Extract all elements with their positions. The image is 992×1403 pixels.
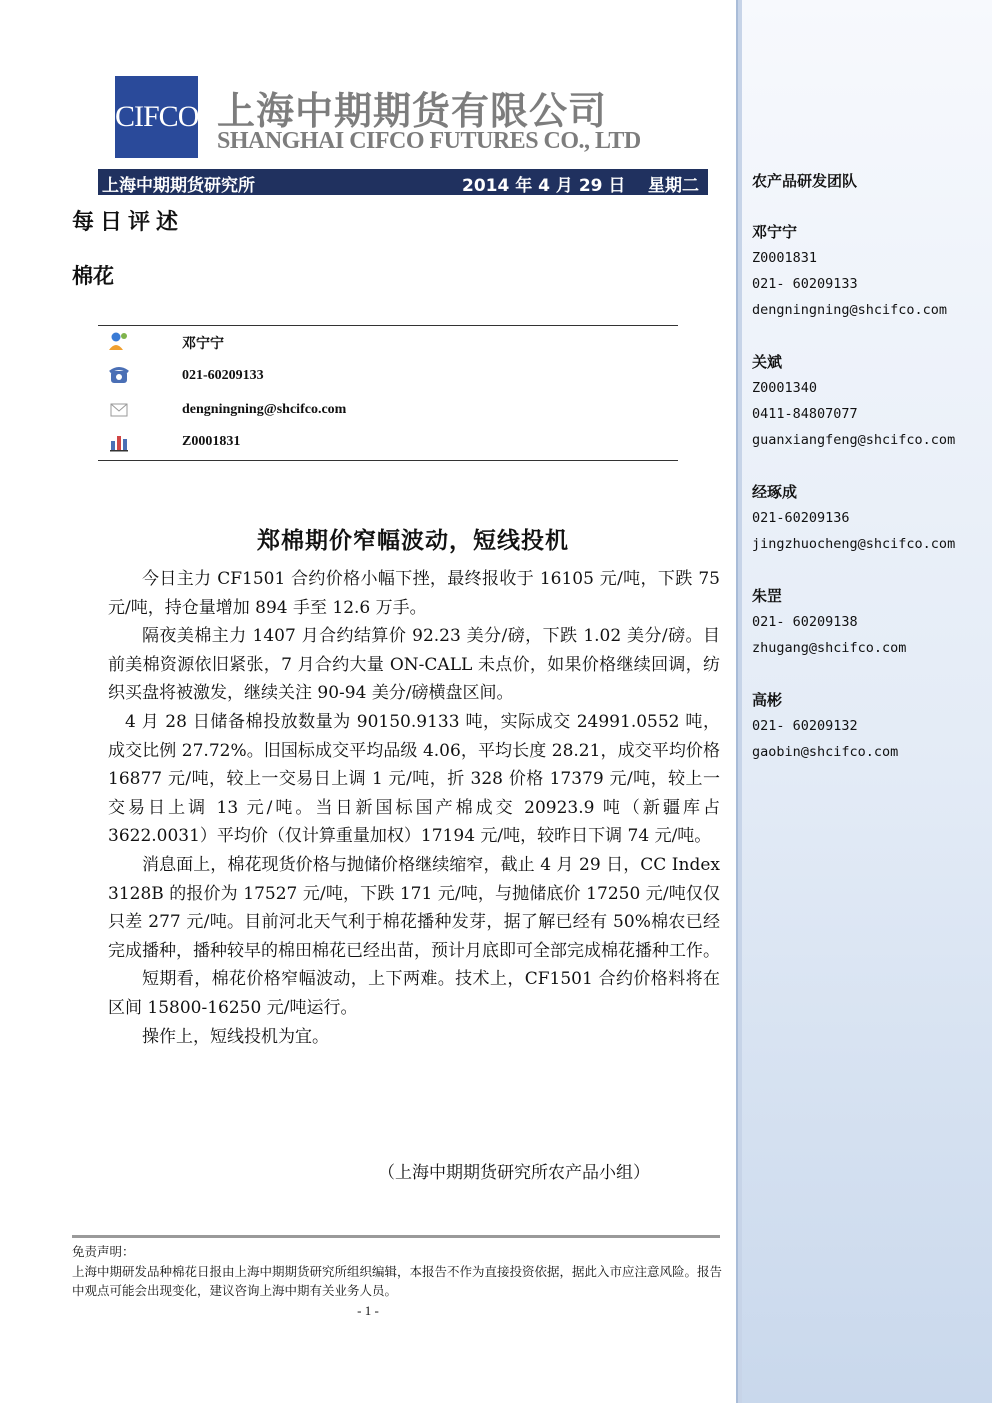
contact-name: 邓宁宁 — [182, 337, 224, 352]
section-title: 每日评述 — [72, 210, 185, 235]
report-weekday: 星期二 — [648, 176, 699, 196]
disclaimer-title: 免责声明： — [72, 1244, 135, 1259]
contact-row-phone — [98, 364, 678, 388]
analyst-detail: 0411-84807077 — [752, 406, 858, 422]
contact-phone: 021-60209133 — [182, 368, 264, 383]
paragraph: 今日主力 CF1501 合约价格小幅下挫，最终报收于 16105 元/吨，下跌 75 元/吨，持仓量增加 894 手至 12.6 万手。 — [108, 569, 720, 618]
analyst-card — [752, 219, 947, 323]
contact-row-email — [98, 398, 678, 422]
analyst-detail: 021- 60209133 — [752, 276, 858, 292]
article-body — [108, 565, 720, 1051]
analyst-email: jingzhuocheng@shcifco.com — [752, 536, 956, 552]
company-name-en: SHANGHAI CIFCO FUTURES CO., LTD — [217, 128, 641, 154]
product-title: 棉花 — [72, 264, 114, 288]
analyst-name: 经琢成 — [752, 483, 798, 501]
analyst-email: gaobin@shcifco.com — [752, 744, 899, 760]
paragraph: 操作上，短线投机为宜。 — [142, 1026, 329, 1047]
envelope-icon — [108, 400, 130, 420]
paragraph: 短期看，棉花价格窄幅波动，上下两难。技术上，CF1501 合约价格料将在区间 15800-16250 元/吨运行。 — [108, 969, 720, 1018]
analyst-detail: 021-60209136 — [752, 510, 850, 526]
analyst-card — [752, 479, 955, 557]
analyst-detail: Z0001340 — [752, 380, 818, 396]
page-number: - 1 - — [357, 1303, 379, 1318]
phone-icon — [108, 366, 130, 386]
paragraph: 隔夜美棉主力 1407 月合约结算价 92.23 美分/磅，下跌 1.02 美分/磅。目前美棉资源依旧紧张，7 月合约大量 ON-CALL 未点价，如果价格继续回调，纺织买盘将被激发，继续关注 90-94 美分/磅横盘区间。 — [108, 626, 720, 704]
report-banner — [98, 169, 708, 195]
analyst-contact-card — [98, 325, 678, 461]
analyst-email: zhugang@shcifco.com — [752, 640, 907, 656]
logo-text: CIFCO — [115, 100, 199, 133]
disclaimer-text: 上海中期研发品种棉花日报由上海中期期货研究所组织编辑，本报告不作为直接投资依据，据此入市应注意风险。报告中观点可能会出现变化，建议咨询上海中期有关业务人员。 — [72, 1263, 723, 1298]
article-signature: （上海中期期货研究所农产品小组） — [378, 1163, 650, 1183]
disclaimer — [72, 1242, 722, 1301]
analyst-name: 邓宁宁 — [752, 223, 798, 241]
institute-name: 上海中期期货研究所 — [102, 176, 255, 196]
sidebar-stripe — [738, 0, 742, 1403]
paragraph: 4 月 28 日储备棉投放数量为 90150.9133 吨，实际成交 24991.0552 吨，成交比例 27.72%。旧国标成交平均品级 4.06，平均长度 28.21，成交平均价格 16877 元/吨，较上一交易日上调 1 元/吨，折 328 价格 17379 元/吨，较上一交易日上调 13 元/吨。当日新国标国产棉成交 20923.9 吨（新疆库占 3622.0031）平均价（仅计算重量加权）17194 元/吨，较昨日下调 74 元/吨。 — [108, 711, 720, 847]
contact-row-name — [98, 329, 678, 353]
analyst-card — [752, 687, 898, 765]
team-title: 农产品研发团队 — [752, 172, 858, 190]
analyst-card — [752, 583, 906, 661]
research-team-sidebar — [736, 0, 992, 1403]
analyst-name: 关斌 — [752, 353, 783, 371]
footer-divider — [72, 1235, 720, 1238]
paragraph: 消息面上，棉花现货价格与抛储价格继续缩窄，截止 4 月 29 日，CC Index 3128B 的报价为 17527 元/吨，下跌 171 元/吨，与抛储底价 17250 元/吨仅仅只差 277 元/吨。目前河北天气利于棉花播种发芽，据了解已经有 50%棉农已经完成播种，播种较早的棉田棉花已经出苗，预计月底即可全部完成棉花播种工作。 — [108, 854, 720, 961]
bar-chart-icon — [108, 432, 130, 452]
analyst-detail: 021- 60209138 — [752, 614, 858, 630]
analyst-name: 朱罡 — [752, 587, 783, 605]
report-date: 2014 年 4 月 29 日 — [462, 176, 626, 196]
analyst-email: guanxiangfeng@shcifco.com — [752, 432, 956, 448]
article-headline: 郑棉期价窄幅波动，短线投机 — [257, 528, 569, 554]
contact-license: Z0001831 — [182, 434, 241, 449]
contact-row-license — [98, 430, 678, 454]
analyst-detail: 021- 60209132 — [752, 718, 858, 734]
analyst-name: 高彬 — [752, 691, 783, 709]
contact-email: dengningning@shcifco.com — [182, 402, 347, 417]
person-icon — [108, 331, 130, 351]
company-name-cn: 上海中期期货有限公司 — [217, 89, 608, 133]
analyst-email: dengningning@shcifco.com — [752, 302, 948, 318]
company-logo — [115, 76, 198, 158]
analyst-detail: Z0001831 — [752, 250, 818, 266]
analyst-card — [752, 349, 955, 453]
